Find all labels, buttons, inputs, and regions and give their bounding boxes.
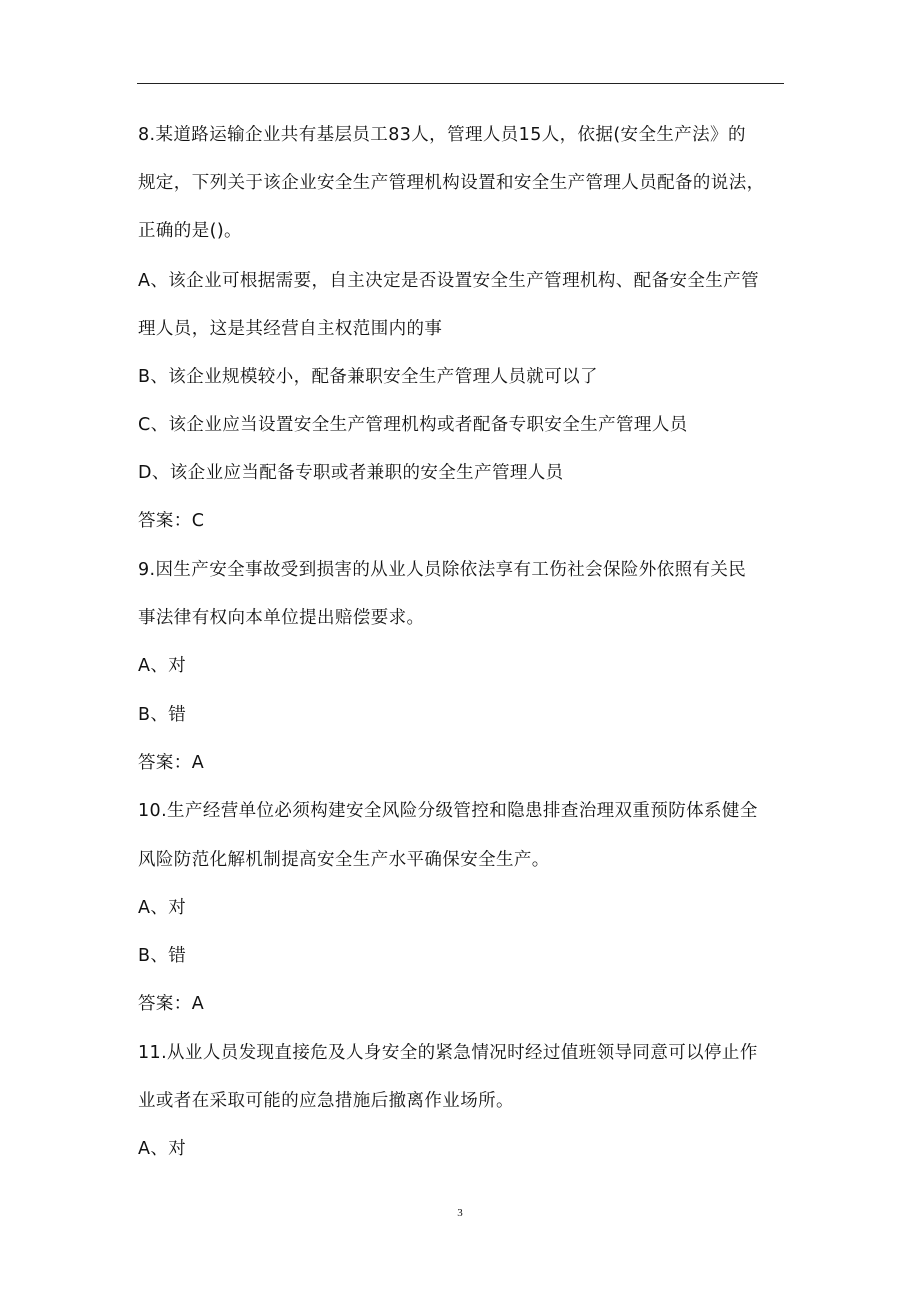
q9-option-a: A、对 xyxy=(138,656,187,676)
q8-option-c: C、该企业应当设置安全生产管理机构或者配备专职安全生产管理人员 xyxy=(138,415,688,435)
q10-option-b: B、错 xyxy=(138,946,187,966)
q11-stem-line-1: 11.从业人员发现直接危及人身安全的紧急情况时经过值班领导同意可以停止作 xyxy=(138,1043,758,1063)
q10-stem-line-1: 10.生产经营单位必须构建安全风险分级管控和隐患排查治理双重预防体系健全 xyxy=(138,801,758,821)
header-rule xyxy=(137,83,784,84)
q11-option-a: A、对 xyxy=(138,1139,187,1159)
q9-answer: 答案：A xyxy=(138,753,205,773)
q9-stem-line-2: 事法律有权向本单位提出赔偿要求。 xyxy=(138,608,425,628)
q10-option-a: A、对 xyxy=(138,898,187,918)
q8-stem-line-3: 正确的是()。 xyxy=(138,221,242,241)
q8-option-d: D、该企业应当配备专职或者兼职的安全生产管理人员 xyxy=(138,463,564,483)
q10-answer: 答案：A xyxy=(138,994,205,1014)
q8-option-a-line-1: A、该企业可根据需要，自主决定是否设置安全生产管理机构、配备安全生产管 xyxy=(138,271,759,291)
q9-stem-line-1: 9.因生产安全事故受到损害的从业人员除依法享有工伤社会保险外依照有关民 xyxy=(138,560,747,580)
q8-option-a-line-2: 理人员，这是其经营自主权范围内的事 xyxy=(138,319,443,339)
q11-stem-line-2: 业或者在采取可能的应急措施后撤离作业场所。 xyxy=(138,1091,514,1111)
q10-stem-line-2: 风险防范化解机制提高安全生产水平确保安全生产。 xyxy=(138,850,550,870)
q8-option-b: B、该企业规模较小，配备兼职安全生产管理人员就可以了 xyxy=(138,367,598,387)
q8-stem-line-2: 规定，下列关于该企业安全生产管理机构设置和安全生产管理人员配备的说法， xyxy=(138,173,765,193)
q8-stem-line-1: 8.某道路运输企业共有基层员工83人，管理人员15人，依据(安全生产法》的 xyxy=(138,125,746,145)
page-number: 3 xyxy=(457,1207,463,1219)
q9-option-b: B、错 xyxy=(138,705,187,725)
q8-answer: 答案：C xyxy=(138,511,205,531)
